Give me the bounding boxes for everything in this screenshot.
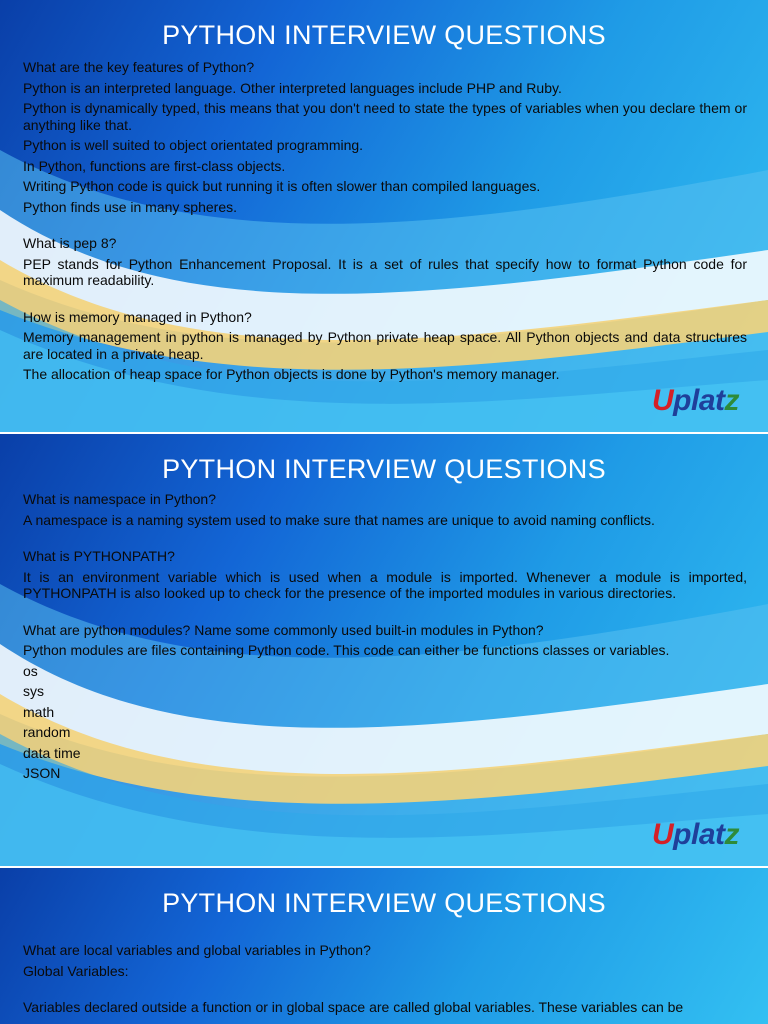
slide-content [23,59,747,387]
slide-content [23,942,747,1020]
spacer [23,606,747,622]
slide-2 [0,434,768,866]
logo-middle: plat [673,384,725,417]
answer-text: In Python, functions are first-class objects. [23,157,286,174]
uplatz-logo [652,818,739,852]
module-name: data time [23,744,81,761]
answer-text: PEP stands for Python Enhancement Proposal. It is a set of rules that specify how to format Python code for maximum readability. [23,255,747,288]
answer-text: It is an environment variable which is used when a module is imported. Whenever a module is imported, PYTHONPATH is also looked up to check for the presence of the imported modules in various directories. [23,568,747,601]
module-name: sys [23,683,44,699]
slide-title: PYTHON INTERVIEW QUESTIONS [162,20,606,50]
answer-text: Variables declared outside a function or in global space are called global variables. These variables can be [23,999,684,1015]
question-text: What is namespace in Python? [23,491,216,507]
logo-first-letter: U [652,384,674,417]
question-text: What are local variables and global variables in Python? [23,942,371,958]
question-text: What are the key features of Python? [23,59,255,75]
question-text: What are python modules? Name some commonly used built-in modules in Python? [23,621,544,638]
question-text: How is memory managed in Python? [23,308,252,325]
question-text: What is pep 8? [23,235,117,251]
slide-title: PYTHON INTERVIEW QUESTIONS [162,454,606,484]
answer-text: Python finds use in many spheres. [23,198,238,215]
answer-text: Python is well suited to object orientated programming. [23,137,364,153]
answer-text: Python modules are files containing Python code. This code can either be functions classes or variables. [23,642,670,658]
spacer [23,293,747,309]
slide-3 [0,868,768,1024]
answer-text: A namespace is a naming system used to make sure that names are unique to avoid naming conflicts. [23,511,655,528]
uplatz-logo [652,384,739,418]
answer-text: Python is dynamically typed, this means that you don't need to state the types of variables when you declare them or anything like that. [23,100,747,133]
module-name: os [23,662,38,679]
answer-text: Python is an interpreted language. Other interpreted languages include PHP and Ruby. [23,79,562,96]
slide-title: PYTHON INTERVIEW QUESTIONS [162,888,606,918]
spacer [23,219,747,235]
answer-text: Memory management in python is managed by Python private heap space. All Python objects and data structures are located in a private heap. [23,329,747,362]
slide-1 [0,0,768,432]
module-name: math [23,703,55,720]
question-text: What is PYTHONPATH? [23,548,175,564]
answer-text: The allocation of heap space for Python objects is done by Python's memory manager. [23,366,560,382]
module-name: JSON [23,765,61,781]
spacer [23,532,747,548]
slide-content [23,491,747,786]
logo-first-letter: U [652,818,674,851]
logo-last-letter: z [724,384,740,417]
spacer [23,983,747,999]
module-name: random [23,724,71,740]
logo-middle: plat [673,818,725,851]
answer-text: Writing Python code is quick but running it is often slower than compiled languages. [23,178,541,194]
logo-last-letter: z [724,818,740,851]
answer-text: Global Variables: [23,962,129,979]
